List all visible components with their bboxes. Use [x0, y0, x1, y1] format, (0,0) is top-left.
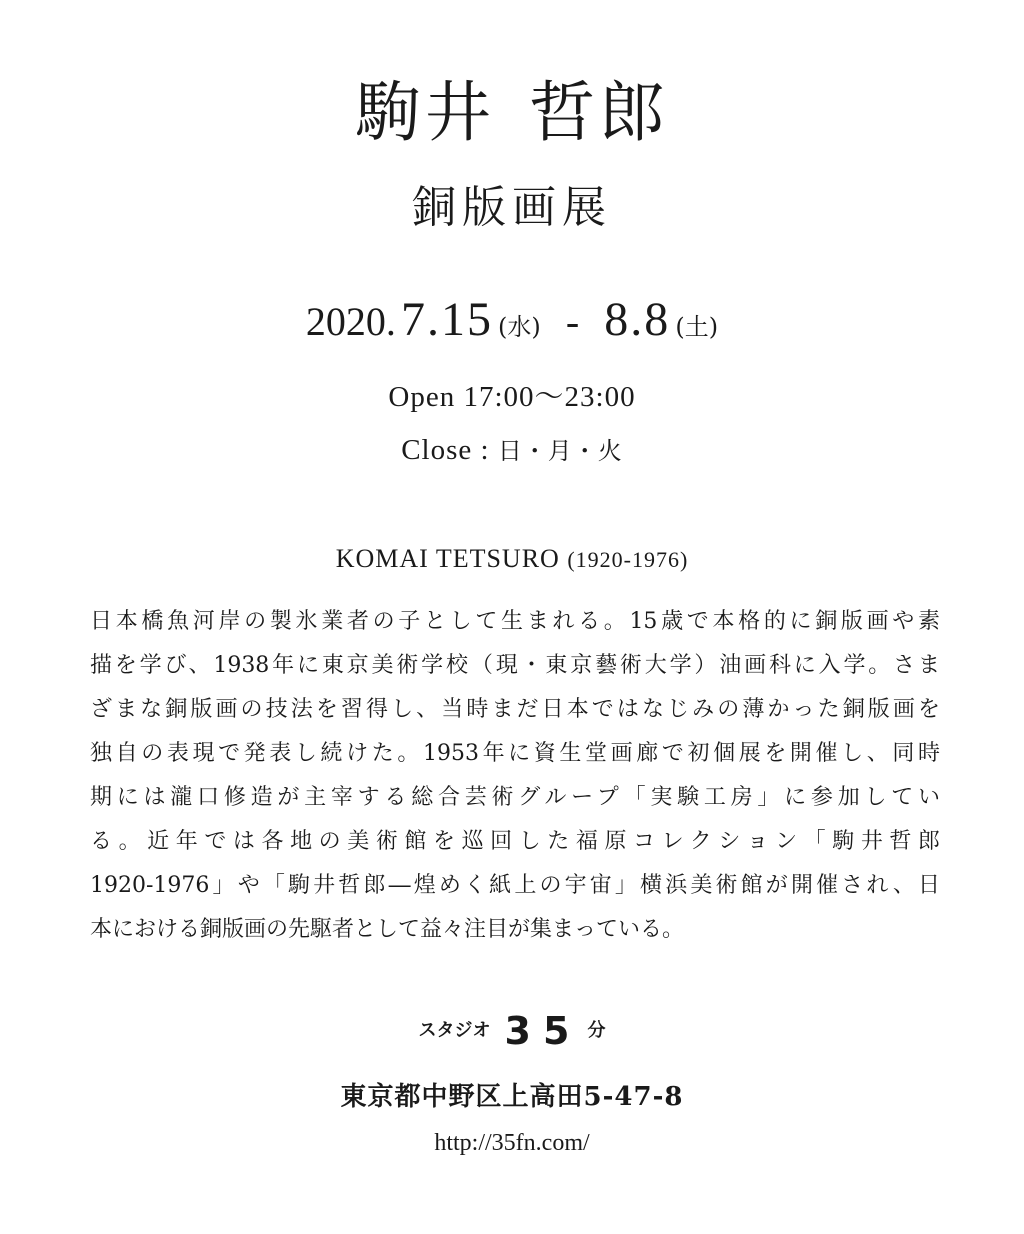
start-day: (水): [498, 313, 541, 341]
bio-heading: [0, 544, 1024, 574]
studio-number: 35: [504, 1009, 582, 1053]
bio-line: 日本橋魚河岸の製氷業者の子として生まれる。15歳で本格的に銅版画や素: [90, 609, 940, 634]
studio-prefix: スタジオ: [418, 1020, 491, 1041]
end-date: 8.8: [604, 293, 671, 346]
bio-line: 期には瀧口修造が主宰する総合芸術グループ「実験工房」に参加してい: [90, 785, 940, 810]
start-date: 7.15: [400, 293, 493, 346]
end-day: (土): [675, 313, 719, 341]
studio-logo: [0, 1009, 1024, 1053]
artist-surname: 駒井: [355, 74, 495, 151]
bio-line: 1920-1976」や「駒井哲郎―煌めく紙上の宇宙」横浜美術館が開催され、日: [90, 873, 940, 898]
opening-hours: Open 17:00～23:00: [388, 381, 636, 413]
closed-days-line: [0, 431, 1024, 467]
year: 2020.: [305, 299, 396, 344]
artist-biography: [90, 600, 940, 952]
closed-label: Close :: [401, 434, 490, 466]
artist-name: [0, 74, 1024, 151]
date-separator: -: [565, 299, 580, 344]
artist-given-name: 哲郎: [529, 74, 669, 151]
studio-suffix: 分: [587, 1020, 606, 1041]
bio-line: 描を学び、1938年に東京美術学校（現・東京藝術大学）油画科に入学。さま: [90, 653, 940, 678]
bio-line: 独自の表現で発表し続けた。1953年に資生堂画廊で初個展を開催し、同時: [90, 741, 940, 766]
venue-url[interactable]: http://35fn.com/: [434, 1130, 590, 1156]
exhibition-dates: [0, 293, 1024, 346]
closed-days: 日・月・火: [497, 437, 623, 465]
exhibition-title: 銅版画展: [412, 182, 612, 233]
bio-line: 本における銅版画の先駆者として益々注目が集まっている。: [90, 917, 685, 942]
artist-romaji-name: KOMAI TETSURO: [335, 544, 560, 573]
venue-address: 東京都中野区上高田5-47-8: [340, 1082, 684, 1112]
bio-line: る。近年では各地の美術館を巡回した福原コレクション「駒井哲郎: [90, 829, 940, 854]
artist-life-years: (1920-1976): [567, 547, 689, 572]
bio-line: ざまな銅版画の技法を習得し、当時まだ日本ではなじみの薄かった銅版画を: [90, 697, 940, 722]
